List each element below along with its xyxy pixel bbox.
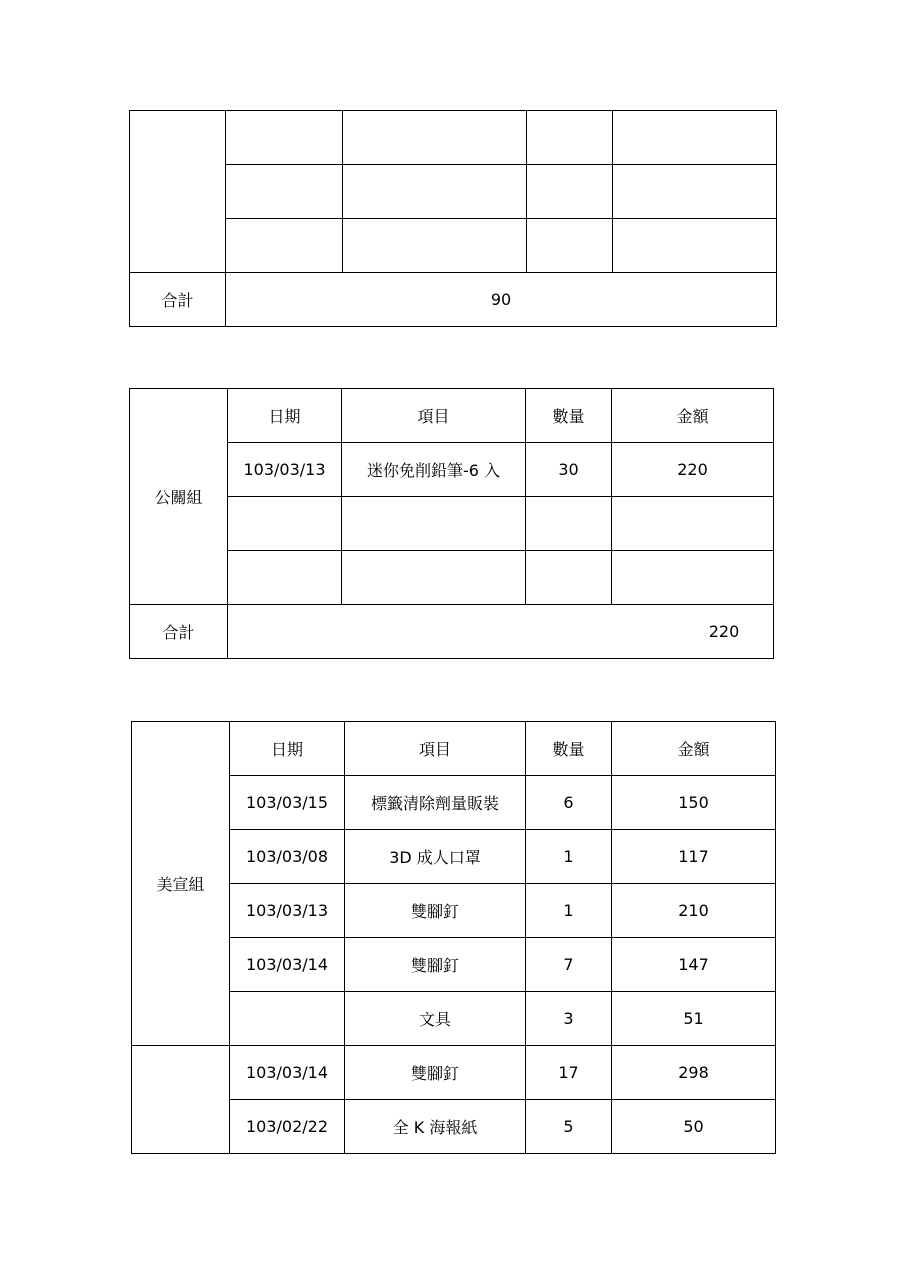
pr-group-expense-table xyxy=(129,388,774,659)
quantity-cell: 1 xyxy=(526,884,612,938)
quantity-cell: 5 xyxy=(526,1100,612,1154)
item-cell xyxy=(343,219,527,273)
quantity-cell: 17 xyxy=(526,1046,612,1100)
item-cell: 雙腳釘 xyxy=(345,938,526,992)
amount-cell: 50 xyxy=(612,1100,776,1154)
group-label xyxy=(132,1046,230,1154)
amount-cell: 298 xyxy=(612,1046,776,1100)
quantity-cell: 7 xyxy=(526,938,612,992)
group-cell xyxy=(130,111,226,273)
item-cell: 文具 xyxy=(345,992,526,1046)
item-cell xyxy=(343,165,527,219)
header-date: 日期 xyxy=(230,722,345,776)
quantity-cell xyxy=(526,551,612,605)
item-cell: 3D 成人口罩 xyxy=(345,830,526,884)
expense-table-continued xyxy=(129,110,777,327)
table-row xyxy=(130,111,777,165)
quantity-cell xyxy=(527,165,613,219)
header-item: 項目 xyxy=(342,389,526,443)
quantity-cell: 30 xyxy=(526,443,612,497)
table-row xyxy=(130,165,777,219)
header-date: 日期 xyxy=(228,389,342,443)
amount-cell: 51 xyxy=(612,992,776,1046)
header-amount: 金額 xyxy=(612,722,776,776)
quantity-cell: 3 xyxy=(526,992,612,1046)
item-cell xyxy=(343,111,527,165)
item-cell xyxy=(342,551,526,605)
date-cell: 103/03/13 xyxy=(228,443,342,497)
total-label: 合計 xyxy=(130,273,226,327)
amount-cell: 117 xyxy=(612,830,776,884)
table-row xyxy=(130,219,777,273)
amount-cell xyxy=(612,497,774,551)
table-row xyxy=(132,1046,776,1100)
quantity-cell: 1 xyxy=(526,830,612,884)
quantity-cell xyxy=(526,497,612,551)
date-cell: 103/03/14 xyxy=(230,938,345,992)
quantity-cell xyxy=(527,219,613,273)
amount-cell xyxy=(613,165,777,219)
item-cell: 全 K 海報紙 xyxy=(345,1100,526,1154)
date-cell: 103/03/13 xyxy=(230,884,345,938)
header-quantity: 數量 xyxy=(526,389,612,443)
item-cell: 雙腳釘 xyxy=(345,1046,526,1100)
amount-cell xyxy=(613,219,777,273)
amount-cell xyxy=(612,551,774,605)
amount-cell: 210 xyxy=(612,884,776,938)
quantity-cell xyxy=(527,111,613,165)
item-cell: 迷你免削鉛筆-6 入 xyxy=(342,443,526,497)
date-cell xyxy=(226,165,343,219)
amount-cell: 147 xyxy=(612,938,776,992)
total-label: 合計 xyxy=(130,605,228,659)
group-label: 美宣組 xyxy=(132,722,230,1046)
header-quantity: 數量 xyxy=(526,722,612,776)
header-amount: 金額 xyxy=(612,389,774,443)
amount-cell xyxy=(613,111,777,165)
date-cell xyxy=(228,497,342,551)
header-item: 項目 xyxy=(345,722,526,776)
item-cell: 雙腳釘 xyxy=(345,884,526,938)
date-cell xyxy=(230,992,345,1046)
date-cell xyxy=(228,551,342,605)
quantity-cell: 6 xyxy=(526,776,612,830)
date-cell: 103/02/22 xyxy=(230,1100,345,1154)
amount-cell: 220 xyxy=(612,443,774,497)
item-cell: 標籤清除劑量販裝 xyxy=(345,776,526,830)
header-row xyxy=(130,389,774,443)
date-cell xyxy=(226,111,343,165)
total-value: 90 xyxy=(226,273,777,327)
total-row xyxy=(130,605,774,659)
amount-cell: 150 xyxy=(612,776,776,830)
date-cell xyxy=(226,219,343,273)
total-row xyxy=(130,273,777,327)
art-group-expense-table xyxy=(131,721,776,1154)
date-cell: 103/03/15 xyxy=(230,776,345,830)
item-cell xyxy=(342,497,526,551)
header-row xyxy=(132,722,776,776)
date-cell: 103/03/08 xyxy=(230,830,345,884)
date-cell: 103/03/14 xyxy=(230,1046,345,1100)
group-label: 公關組 xyxy=(130,389,228,605)
total-value: 220 xyxy=(228,605,774,659)
